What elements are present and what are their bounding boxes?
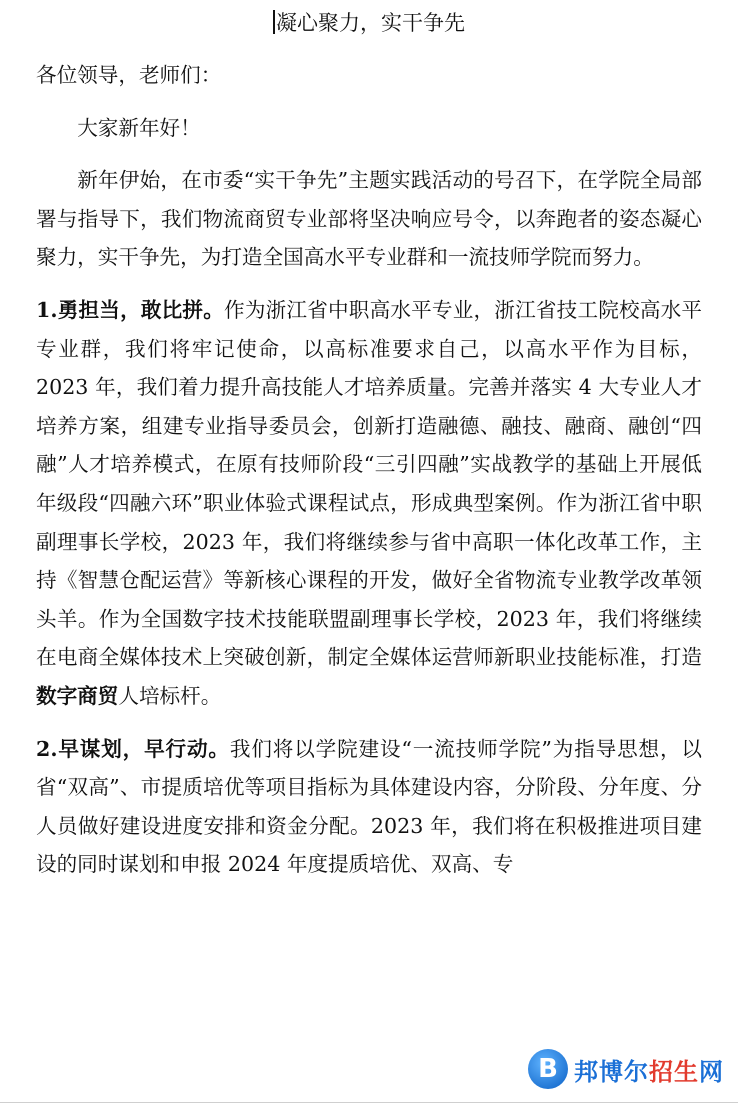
brand-logo-icon: B bbox=[528, 1049, 568, 1089]
greeting-line: 大家新年好！ bbox=[77, 115, 201, 140]
intro-paragraph: 新年伊始，在市委“实干争先”主题实践活动的号召下，在学院全局部署与指导下，我们物流商贸专业部将坚决响应号令，以奔跑者的姿态凝心聚力，实干争先，为打造全国高水平专业群和一流技师学院而努力。 bbox=[36, 168, 702, 270]
section-1-paragraph bbox=[36, 291, 702, 716]
brand-name: 邦博尔招生网 bbox=[574, 1057, 724, 1086]
site-watermark bbox=[528, 1049, 724, 1089]
section-2-heading: 2.早谋划，早行动。 bbox=[36, 736, 230, 761]
section-2-text: 我们将以学院建设“一流技师学院”为指导思想，以省“双高”、市提质培优等项目指标为具体建设内容，分阶段、分年度、分人员做好建设进度安排和资金分配。2023 年，我们将在积极推进项目建设的同时谋划和申报 2024 年度提质培优、双高、专 bbox=[36, 736, 703, 877]
section-2-paragraph bbox=[36, 730, 702, 884]
page-bottom-rule bbox=[0, 1102, 738, 1103]
section-1-heading: 1.勇担当，敢比拼。 bbox=[36, 297, 225, 322]
document-title: 凝心聚力，实干争先 bbox=[0, 6, 738, 40]
section-1-text: 作为浙江省中职高水平专业，浙江省技工院校高水平专业群，我们将牢记使命，以高标准要求自己，以高水平作为目标，2023 年，我们着力提升高技能人才培养质量。完善并落实 4 大专业人才培养方案，组建专业指导委员会，创新打造融德、融技、融商、融创“四融”人才培养模式，在原有技师阶段“三引四融”实战教学的基础上开展低年级段“四融六环”职业体验式课程试点，形成典型案例。作为浙江省中职副理事长学校，2023 年，我们将继续参与省中高职一体化改革工作，主持《智慧仓配运营》等新核心课程的开发，做好全省物流专业教学改革领头羊。作为全国数字技术技能联盟副理事长学校，2023 年，我们将继续在电商全媒体技术上突破创新，制定全媒体运营师新职业技能标准，打造 bbox=[36, 297, 703, 670]
document-body bbox=[36, 56, 702, 884]
section-1-text-end: 人培标杆。 bbox=[118, 683, 222, 708]
salutation: 各位领导，老师们： bbox=[36, 63, 222, 87]
text-cursor bbox=[273, 10, 275, 34]
section-1-bold-term: 数字商贸 bbox=[36, 683, 119, 708]
